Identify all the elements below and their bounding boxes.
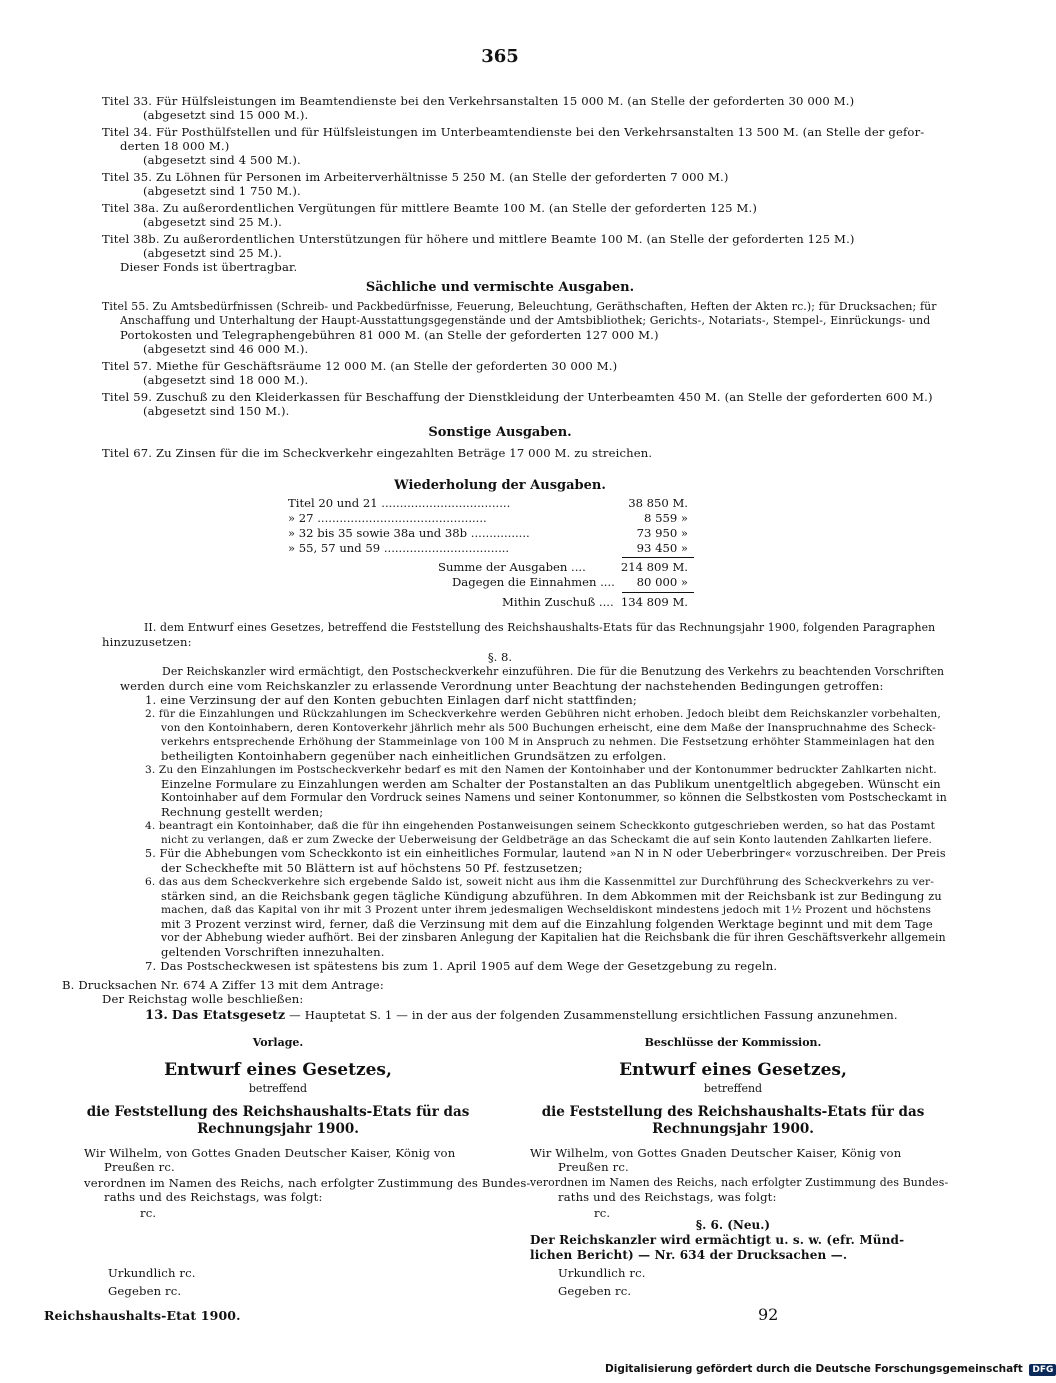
text-line: rc. bbox=[594, 1206, 611, 1220]
text-line: Wir Wilhelm, von Gottes Gnaden Deutscher Kaiser, König von bbox=[84, 1146, 456, 1160]
text-line: Urkundlich rc. bbox=[108, 1266, 196, 1280]
text-line: B. Drucksachen Nr. 674 A Ziffer 13 mit dem Antrage: bbox=[62, 978, 384, 992]
table-row-value: 214 809 M. bbox=[620, 560, 688, 574]
text-line: 1. eine Verzinsung der auf den Konten gebuchten Einlagen darf nicht stattfinden; bbox=[145, 693, 637, 707]
table-row-label: » 55, 57 und 59 .................................. bbox=[288, 541, 510, 555]
text-line: Der Reichskanzler wird ermächtigt, den Postscheckverkehr einzuführen. Die für die Benutzung des Verkehrs zu beachtenden Vorschriften bbox=[162, 665, 945, 678]
summary-table bbox=[288, 496, 708, 616]
etatsgesetz-line bbox=[145, 1008, 898, 1023]
table-row-value: 8 559 » bbox=[644, 511, 688, 525]
text-line: Titel 33. Für Hülfsleistungen im Beamtendienste bei den Verkehrsanstalten 15 000 M. (an Stelle der geforderten 30 000 M.) bbox=[102, 94, 855, 108]
text-line: raths und des Reichstags, was folgt: bbox=[558, 1190, 777, 1204]
text-line: Titel 59. Zuschuß zu den Kleiderkassen für Beschaffung der Dienstkleidung der Unterbeamten 450 M. (an Stelle der geforderten 600 M.) bbox=[102, 390, 933, 404]
table-row-label: » 27 .............................................. bbox=[288, 511, 487, 525]
item-title: Das Etatsgesetz bbox=[171, 1007, 286, 1022]
text-line: rc. bbox=[140, 1206, 157, 1220]
text-line: Preußen rc. bbox=[558, 1160, 629, 1174]
text-line: Preußen rc. bbox=[104, 1160, 175, 1174]
text-line: nicht zu verlangen, daß er zum Zwecke der Ueberweisung der Geldbeträge an das Scheckamt die auf sein Konto lautenden Zahlkarten liefere. bbox=[161, 834, 932, 846]
text-line: geltenden Vorschriften innezuhalten. bbox=[161, 945, 385, 959]
digitization-credit bbox=[605, 1363, 1056, 1376]
column-subtitle: Rechnungsjahr 1900. bbox=[652, 1121, 814, 1137]
text-line: mit 3 Prozent verzinst wird, ferner, daß die Verzinsung mit dem auf die Einzahlung folgenden Werktage beginnt und mit dem Tage bbox=[161, 917, 933, 931]
text-line: Titel 35. Zu Löhnen für Personen im Arbeiterverhältnisse 5 250 M. (an Stelle der geforderten 7 000 M.) bbox=[102, 170, 729, 184]
text-line: Titel 67. Zu Zinsen für die im Scheckverkehr eingezahlten Beträge 17 000 M. zu streichen. bbox=[102, 446, 653, 460]
column-label: Beschlüsse der Kommission. bbox=[644, 1036, 822, 1049]
column-label: Vorlage. bbox=[252, 1036, 304, 1049]
text-line: (abgesetzt sind 150 M.). bbox=[143, 404, 290, 418]
paragraph-sign: §. 6. (Neu.) bbox=[695, 1218, 771, 1232]
text-line: machen, daß das Kapital von ihr mit 3 Prozent unter ihrem jedesmaligen Wechseldiskont mindestens jedoch mit 1½ Prozent und höchstens bbox=[161, 904, 932, 916]
column-title: Entwurf eines Gesetzes, bbox=[619, 1060, 847, 1080]
text-line: (abgesetzt sind 15 000 M.). bbox=[143, 108, 309, 122]
column-title: Entwurf eines Gesetzes, bbox=[164, 1060, 392, 1080]
table-row-label: Mithin Zuschuß .... bbox=[502, 595, 614, 609]
table-row-value: 80 000 » bbox=[636, 575, 688, 589]
text-line: Rechnung gestellt werden; bbox=[161, 805, 324, 819]
text-line: lichen Bericht) — Nr. 634 der Drucksachen —. bbox=[530, 1248, 848, 1262]
table-row-value: 38 850 M. bbox=[628, 496, 688, 510]
text-line: Gegeben rc. bbox=[108, 1284, 182, 1298]
text-line: II. dem Entwurf eines Gesetzes, betreffend die Feststellung des Reichshaushalts-Etats für das Rechnungsjahr 1900, folgenden Paragraphen bbox=[144, 621, 936, 634]
text-line: 7. Das Postscheckwesen ist spätestens bis zum 1. April 1905 auf dem Wege der Gesetzgebung zu regeln. bbox=[145, 959, 778, 973]
text-line: verordnen im Namen des Reichs, nach erfolgter Zustimmung des Bundes- bbox=[530, 1176, 949, 1189]
text-line: 6. das aus dem Scheckverkehre sich ergebende Saldo ist, soweit nicht aus ihm die Kassenmittel zur Durchführung des Scheckverkehrs zu ver- bbox=[145, 876, 934, 888]
column-betreffend: betreffend bbox=[248, 1082, 308, 1095]
footer-page-number: 92 bbox=[758, 1305, 779, 1324]
text-line: hinzuzusetzen: bbox=[102, 635, 192, 649]
text-line: Urkundlich rc. bbox=[558, 1266, 646, 1280]
text-line: verkehrs entsprechende Erhöhung der Stammeinlage von 100 M in Anspruch zu nehmen. Die Festsetzung erhöhter Stammeinlagen hat den bbox=[161, 736, 935, 748]
text-line: Der Reichskanzler wird ermächtigt u. s. w. (efr. Münd- bbox=[530, 1233, 905, 1247]
text-line: (abgesetzt sind 25 M.). bbox=[143, 246, 282, 260]
text-line: Der Reichstag wolle beschließen: bbox=[102, 992, 304, 1006]
text-line: derten 18 000 M.) bbox=[120, 139, 230, 153]
table-row-label: » 32 bis 35 sowie 38a und 38b ................ bbox=[288, 526, 530, 540]
dfg-logo: DFG bbox=[1029, 1364, 1056, 1376]
text-line: Einzelne Formulare zu Einzahlungen werden am Schalter der Postanstalten an das Publikum unentgeltlich abgegeben. Wünscht ein bbox=[161, 777, 941, 791]
text-line: Kontoinhaber auf dem Formular den Vordruck seines Namens und seiner Kontonummer, so können die Selbstkosten vom Postscheckamt in bbox=[161, 791, 947, 804]
table-row-value: 73 950 » bbox=[636, 526, 688, 540]
footer-title: Reichshaushalts-Etat 1900. bbox=[44, 1308, 241, 1323]
column-subtitle: Rechnungsjahr 1900. bbox=[197, 1121, 359, 1137]
text-line: werden durch eine vom Reichskanzler zu erlassende Verordnung unter Beachtung der nachstehenden Bedingungen getroffen: bbox=[120, 679, 884, 693]
table-row-label: Summe der Ausgaben .... bbox=[438, 560, 586, 574]
text-line: Titel 38a. Zu außerordentlichen Vergütungen für mittlere Beamte 100 M. (an Stelle der geforderten 125 M.) bbox=[102, 201, 758, 215]
page-number: 365 bbox=[481, 46, 519, 67]
text-line: (abgesetzt sind 4 500 M.). bbox=[143, 153, 301, 167]
table-row-label: Titel 20 und 21 ................................... bbox=[288, 496, 511, 510]
text-line: (abgesetzt sind 46 000 M.). bbox=[143, 342, 309, 356]
text-line: (abgesetzt sind 1 750 M.). bbox=[143, 184, 301, 198]
text-line: Titel 34. Für Posthülfstellen und für Hülfsleistungen im Unterbeamtendienste bei den Verkehrsanstalten 13 500 M. (an Stelle der gefor- bbox=[102, 125, 925, 139]
text-line: der Scheckhefte mit 50 Blättern ist auf höchstens 50 Pf. festzusetzen; bbox=[161, 861, 583, 875]
text-line: Anschaffung und Unterhaltung der Haupt-Ausstattungsgegenstände und der Amtsbibliothek; Gerichts-, Notariats-, Stempel-, Einrückungs- und bbox=[120, 314, 931, 327]
table-row-value: 134 809 M. bbox=[620, 595, 688, 609]
text-line: von den Kontoinhabern, deren Kontoverkehr jährlich mehr als 500 Buchungen erheischt, eine dem Maße der Inanspruchnahme des Scheck- bbox=[161, 722, 936, 734]
text-line: Titel 38b. Zu außerordentlichen Unterstützungen für höhere und mittlere Beamte 100 M. (an Stelle der geforderten 125 M.) bbox=[102, 232, 855, 246]
text-line: Titel 55. Zu Amtsbedürfnissen (Schreib- und Packbedürfnisse, Feuerung, Beleuchtung, Geräthschaften, Heften der Akten rc.); für Drucksachen; für bbox=[102, 300, 937, 313]
text-line: stärken sind, an die Reichsbank gegen tägliche Kündigung abzuführen. In dem Abkommen mit der Reichsbank ist zur Bedingung zu bbox=[161, 889, 942, 903]
text-line: 2. für die Einzahlungen und Rückzahlungen im Scheckverkehre werden Gebühren nicht erhoben. Jedoch bleibt dem Reichskanzler vorbehalten, bbox=[145, 708, 941, 720]
column-subtitle: die Feststellung des Reichshaushalts-Etats für das bbox=[86, 1104, 470, 1120]
table-row-value: 93 450 » bbox=[636, 541, 688, 555]
text-line: (abgesetzt sind 25 M.). bbox=[143, 215, 282, 229]
item-number: 13. bbox=[145, 1008, 169, 1023]
section-heading: Sonstige Ausgaben. bbox=[428, 425, 572, 440]
text-line: Gegeben rc. bbox=[558, 1284, 632, 1298]
text-line: 5. Für die Abhebungen vom Scheckkonto ist ein einheitliches Formular, lautend »an N in N oder Ueberbringer« vorzuschreiben. Der Preis bbox=[145, 847, 946, 860]
text-line: Wir Wilhelm, von Gottes Gnaden Deutscher Kaiser, König von bbox=[530, 1146, 902, 1160]
text-line: 4. beantragt ein Kontoinhaber, daß die für ihn eingehenden Postanweisungen seinem Scheckkonto gutgeschrieben werden, so hat das Postamt bbox=[145, 820, 936, 832]
text-line: raths und des Reichstags, was folgt: bbox=[104, 1190, 323, 1204]
text-line: (abgesetzt sind 18 000 M.). bbox=[143, 373, 309, 387]
item-text: — Hauptetat S. 1 — in der aus der folgenden Zusammenstellung ersichtlichen Fassung anzunehmen. bbox=[289, 1008, 898, 1022]
text-line: Dieser Fonds ist übertragbar. bbox=[120, 260, 298, 274]
text-line: vor der Abhebung wieder aufhört. Bei der zinsbaren Anlegung der Kapitalien hat die Reichsbank die für ihren Geschäftsverkehr allgemein bbox=[161, 931, 946, 944]
text-line: verordnen im Namen des Reichs, nach erfolgter Zustimmung des Bundes- bbox=[84, 1176, 531, 1190]
section-heading: Wiederholung der Ausgaben. bbox=[394, 478, 606, 493]
table-row-label: Dagegen die Einnahmen .... bbox=[452, 575, 615, 589]
column-subtitle: die Feststellung des Reichshaushalts-Etats für das bbox=[541, 1104, 925, 1120]
column-betreffend: betreffend bbox=[703, 1082, 763, 1095]
section-heading: Sächliche und vermischte Ausgaben. bbox=[365, 280, 635, 295]
text-line: Titel 57. Miethe für Geschäftsräume 12 000 M. (an Stelle der geforderten 30 000 M.) bbox=[102, 359, 618, 373]
text-line: betheiligten Kontoinhabern gegenüber nach einheitlichen Grundsätzen zu erfolgen. bbox=[161, 749, 667, 763]
credit-text: Digitalisierung gefördert durch die Deutsche Forschungsgemeinschaft bbox=[605, 1363, 1023, 1375]
text-line: 3. Zu den Einzahlungen im Postscheckverkehr bedarf es mit den Namen der Kontoinhaber und der Kontonummer bedruckter Zahlkarten nicht. bbox=[145, 764, 937, 776]
text-line: Portokosten und Telegraphengebühren 81 000 M. (an Stelle der geforderten 127 000 M.) bbox=[120, 328, 659, 342]
divider bbox=[622, 557, 694, 558]
paragraph-sign: §. 8. bbox=[487, 650, 513, 664]
divider bbox=[622, 592, 694, 593]
